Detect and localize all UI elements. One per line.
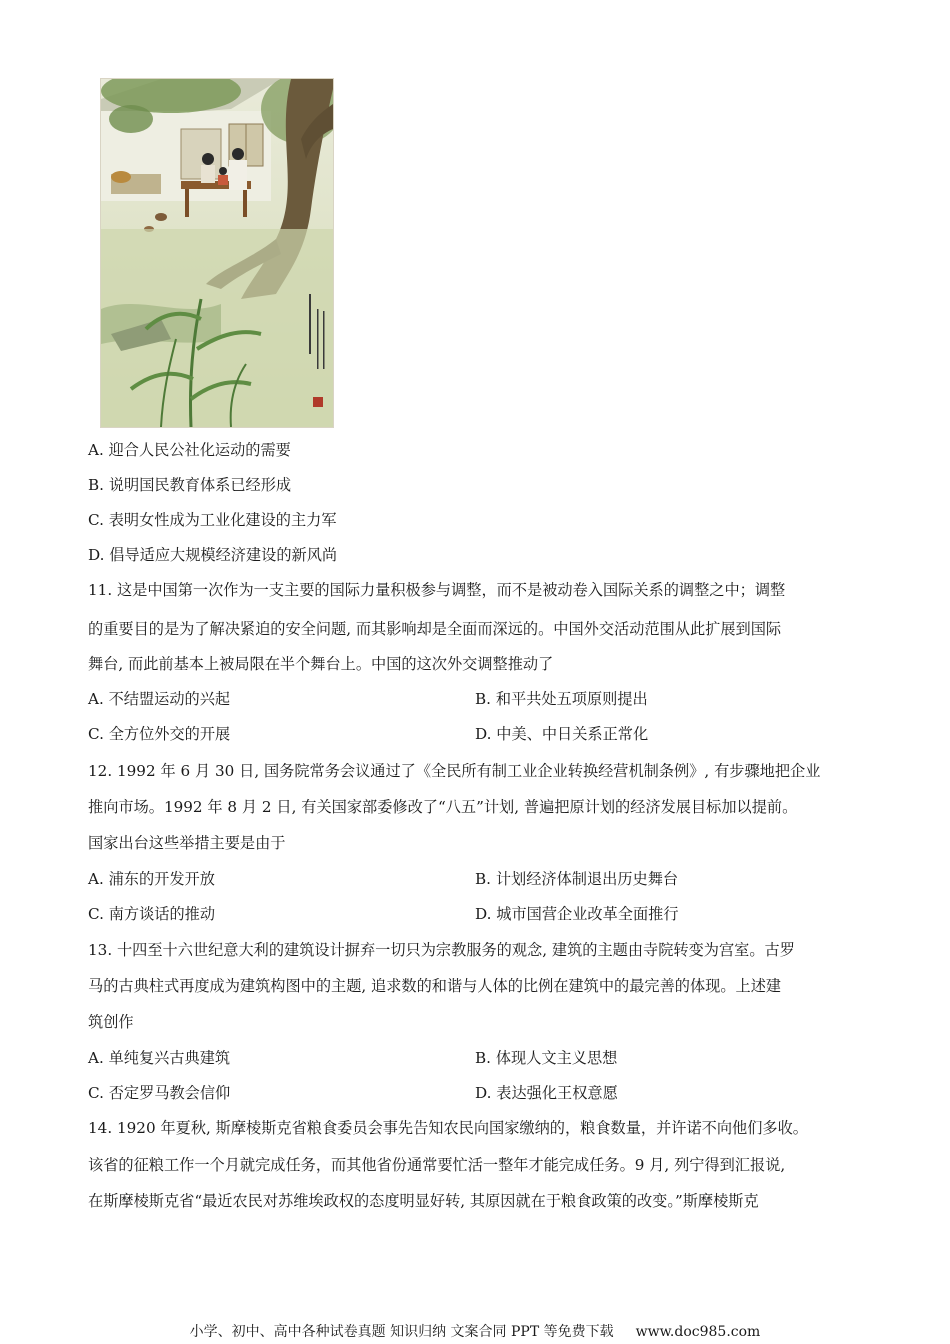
q11-stem-line: 舞台, 而此前基本上被局限在半个舞台上。中国的这次外交调整推动了: [88, 655, 554, 673]
q13-option-c: C. 否定罗马教会信仰: [88, 1084, 231, 1102]
q11-option-d: D. 中美、中日关系正常化: [475, 725, 649, 743]
q13-option-b: B. 体现人文主义思想: [475, 1049, 618, 1067]
q14-stem-line: 该省的征粮工作一个月就完成任务，而其他省份通常要忙活一整年才能完成任务。9 月, 列宁得到汇报说,: [88, 1156, 786, 1174]
q11-option-b: B. 和平共处五项原则提出: [475, 690, 648, 708]
q13-stem-line: 筑创作: [88, 1013, 134, 1031]
q13-stem-line: 马的古典柱式再度成为建筑构图中的主题, 追求数的和谐与人体的比例在建筑中的最完善的体现。上述建: [88, 977, 782, 995]
q13-stem-line: 13. 十四至十六世纪意大利的建筑设计摒弃一切只为宗教服务的观念, 建筑的主题由寺院转变为宫室。古罗: [88, 941, 795, 959]
footer-link[interactable]: www.doc985.com: [635, 1324, 761, 1340]
painting-image: [101, 79, 333, 427]
q12-option-c: C. 南方谈话的推动: [88, 905, 216, 923]
q10-option-d: D. 倡导适应大规模经济建设的新风尚: [88, 546, 338, 564]
q11-option-a: A. 不结盟运动的兴起: [88, 690, 231, 708]
page-footer: [0, 1322, 950, 1342]
q10-option-a: A. 迎合人民公社化运动的需要: [88, 441, 291, 459]
q12-stem-line: 国家出台这些举措主要是由于: [88, 834, 286, 852]
q14-stem-line: 14. 1920 年夏秋, 斯摩棱斯克省粮食委员会事先告知农民向国家缴纳的，粮食数量，并许诺不向他们多收。: [88, 1119, 808, 1137]
q13-option-a: A. 单纯复兴古典建筑: [88, 1049, 231, 1067]
q11-option-c: C. 全方位外交的开展: [88, 725, 231, 743]
q13-option-d: D. 表达强化王权意愿: [475, 1084, 618, 1102]
q11-stem-line: 11. 这是中国第一次作为一支主要的国际力量积极参与调整，而不是被动卷入国际关系的调整之中；调整: [88, 581, 786, 599]
q12-option-b: B. 计划经济体制退出历史舞台: [475, 870, 679, 888]
q10-option-c: C. 表明女性成为工业化建设的主力军: [88, 511, 337, 529]
q10-option-b: B. 说明国民教育体系已经形成: [88, 476, 292, 494]
q14-stem-line: 在斯摩棱斯克省“最近农民对苏维埃政权的态度明显好转, 其原因就在于粮食政策的改变。”斯摩棱斯克: [88, 1192, 759, 1210]
footer-text: 小学、初中、高中各种试卷真题 知识归纳 文案合同 PPT 等免费下载: [189, 1324, 614, 1340]
q12-stem-line: 推向市场。1992 年 8 月 2 日, 有关国家部委修改了“八五”计划, 普遍把原计划的经济发展目标加以提前。: [88, 798, 798, 816]
illustration-painting: [100, 78, 334, 428]
q12-stem-line: 12. 1992 年 6 月 30 日, 国务院常务会议通过了《全民所有制工业企业转换经营机制条例》, 有步骤地把企业: [88, 762, 821, 780]
q12-option-a: A. 浦东的开发开放: [88, 870, 215, 888]
q12-option-d: D. 城市国营企业改革全面推行: [475, 905, 679, 923]
q11-stem-line: 的重要目的是为了解决紧迫的安全问题, 而其影响却是全面而深远的。中国外交活动范围从此扩展到国际: [88, 620, 782, 638]
